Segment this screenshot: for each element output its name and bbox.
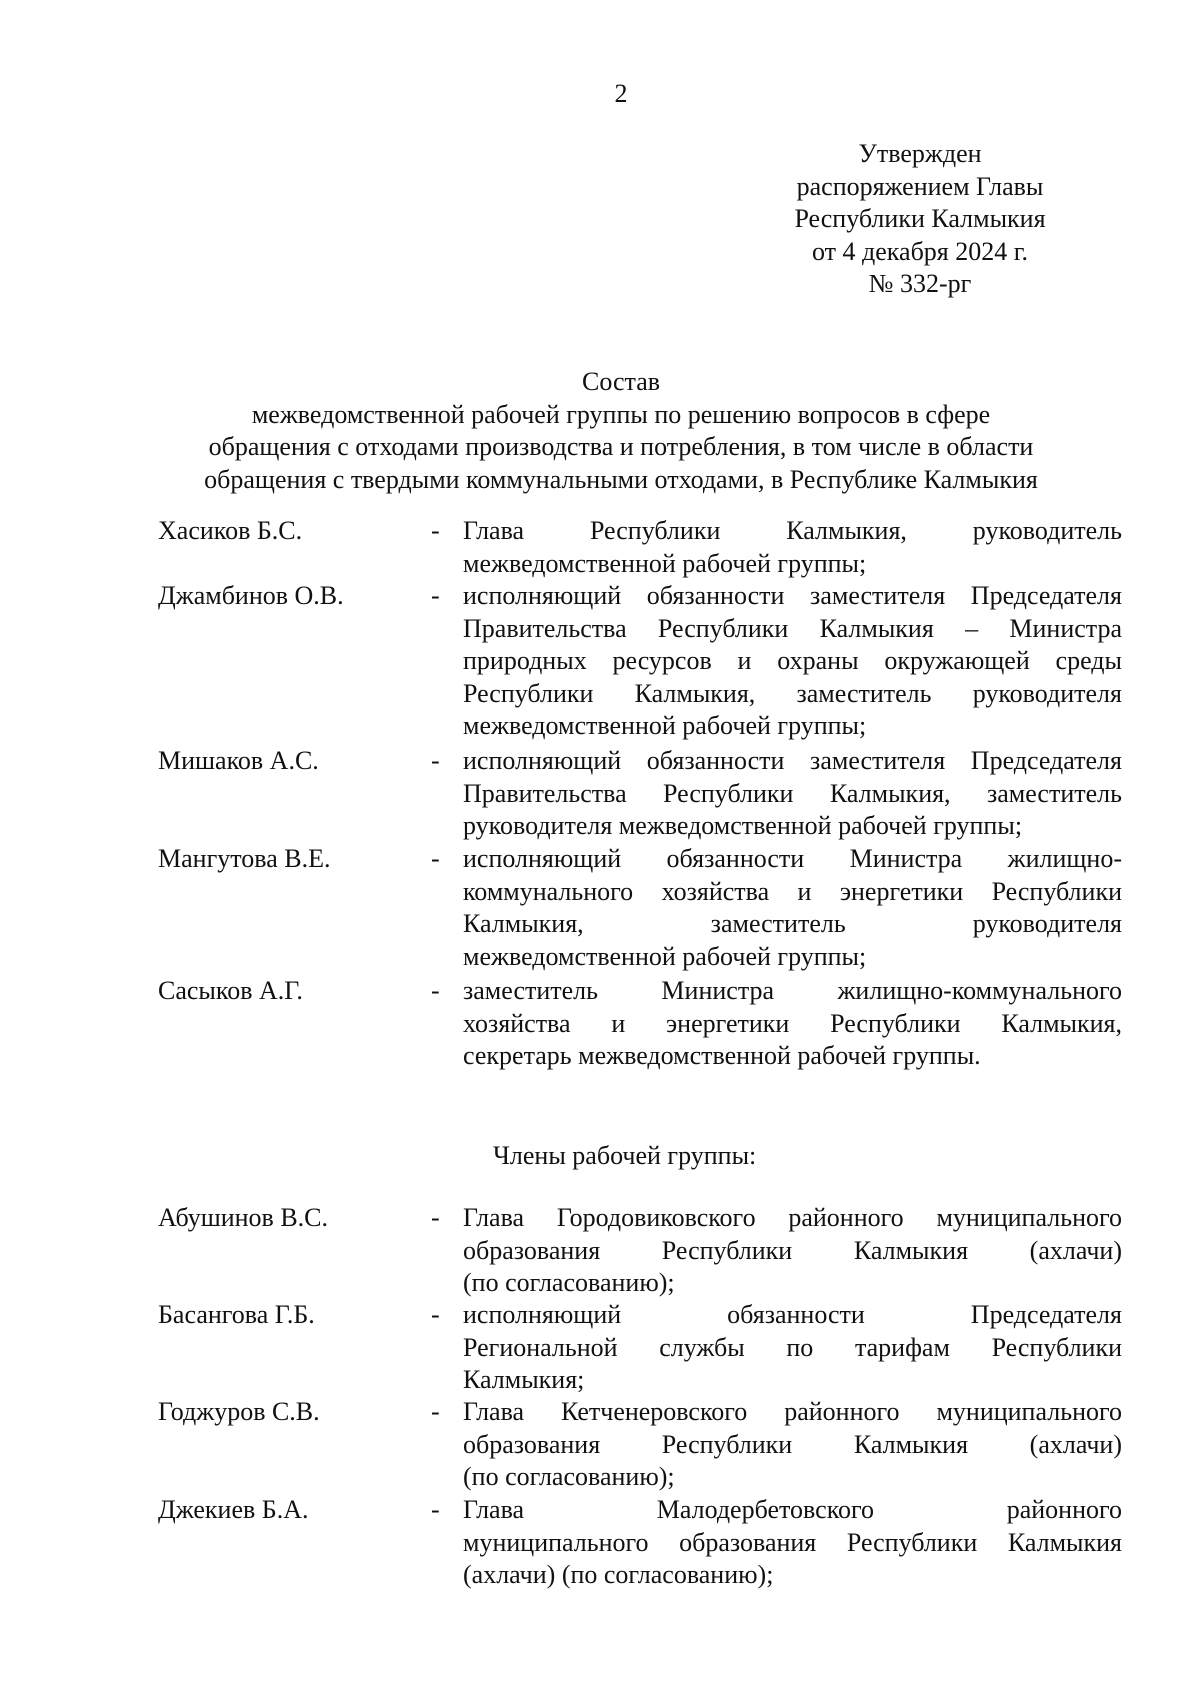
role-line: Правительства Республики Калмыкия, заместитель [463, 778, 1122, 808]
dash-separator: - [431, 844, 440, 873]
role-line: Глава Республики Калмыкия, руководитель [463, 516, 1122, 545]
dash-separator: - [431, 581, 440, 610]
member-name: Сасыков А.Г. [158, 976, 303, 1005]
role-line: (по согласованию); [463, 1268, 675, 1297]
member-role [463, 745, 1122, 843]
dash-separator: - [431, 1300, 440, 1329]
role-line: исполняющий обязанности Министра жилищно- [463, 844, 1122, 873]
member-name: Мишаков А.С. [158, 746, 319, 775]
approval-line: Утвержден [858, 139, 982, 168]
member-name: Басангова Г.Б. [158, 1300, 315, 1329]
role-line: Правительства Республики Калмыкия – Министра [463, 613, 1122, 643]
member-role [463, 515, 1122, 580]
role-line: Региональной службы по тарифам Республики [463, 1332, 1122, 1362]
role-line: секретарь межведомственной рабочей группы. [463, 1041, 981, 1070]
role-line: межведомственной рабочей группы; [463, 941, 867, 971]
role-line: Глава Малодербетовского районного [463, 1495, 1122, 1524]
dash-separator: - [431, 516, 440, 545]
title-line: межведомственной рабочей группы по решению вопросов в сфере [251, 399, 991, 429]
member-role [463, 975, 1122, 1073]
dash-separator: - [431, 1397, 440, 1426]
role-line: заместитель Министра жилищно-коммунального [463, 976, 1122, 1005]
dash-separator: - [431, 1203, 440, 1232]
members-heading: Члены рабочей группы: [493, 1141, 757, 1170]
approval-line: Республики Калмыкия [794, 204, 1046, 233]
dash-separator: - [431, 746, 440, 775]
member-name: Хасиков Б.С. [158, 516, 303, 545]
document-title [0, 366, 1200, 496]
approval-block [715, 138, 1125, 301]
title-line: Состав [581, 367, 661, 396]
member-role [463, 580, 1122, 743]
title-line: обращения с отходами производства и потребления, в том числе в области [208, 432, 1034, 461]
title-line: обращения с твердыми коммунальными отходами, в Республике Калмыкия [204, 464, 1038, 494]
role-line: образования Республики Калмыкия (ахлачи) [463, 1235, 1122, 1265]
role-line: коммунального хозяйства и энергетики Республики [463, 876, 1122, 906]
approval-line: от 4 декабря 2024 г. [812, 236, 1028, 266]
role-line: межведомственной рабочей группы; [463, 711, 867, 740]
member-role [463, 1494, 1122, 1592]
role-line: Калмыкия; [463, 1365, 585, 1394]
role-line: хозяйства и энергетики Республики Калмыкия, [463, 1008, 1122, 1038]
role-line: исполняющий обязанности Председателя [463, 1300, 1122, 1329]
role-line: Глава Кетченеровского районного муниципального [463, 1397, 1122, 1426]
role-line: Калмыкия, заместитель руководителя [463, 909, 1122, 938]
member-role [463, 1202, 1122, 1300]
role-line: руководителя межведомственной рабочей группы; [463, 811, 1023, 840]
member-name: Джамбинов О.В. [158, 581, 344, 610]
dash-separator: - [431, 1495, 440, 1524]
approval-line: № 332-рг [868, 269, 972, 298]
approval-line: распоряжением Главы [796, 171, 1044, 201]
role-line: межведомственной рабочей группы; [463, 548, 867, 578]
member-name: Мангутова В.Е. [158, 844, 331, 873]
member-name: Джекиев Б.А. [158, 1495, 309, 1524]
page-number: 2 [614, 79, 628, 108]
role-line: Глава Городовиковского районного муниципального [463, 1203, 1122, 1232]
role-line: (по согласованию); [463, 1462, 675, 1491]
role-line: муниципального образования Республики Калмыкия [463, 1527, 1122, 1557]
member-role [463, 1299, 1122, 1397]
role-line: исполняющий обязанности заместителя Председателя [463, 581, 1122, 610]
role-line: исполняющий обязанности заместителя Председателя [463, 746, 1122, 775]
member-name: Абушинов В.С. [158, 1203, 329, 1232]
role-line: Республики Калмыкия, заместитель руководителя [463, 678, 1122, 708]
member-role [463, 843, 1122, 973]
dash-separator: - [431, 976, 440, 1005]
member-role [463, 1396, 1122, 1494]
member-name: Годжуров С.В. [158, 1397, 320, 1426]
role-line: природных ресурсов и охраны окружающей среды [463, 646, 1122, 675]
role-line: образования Республики Калмыкия (ахлачи) [463, 1429, 1122, 1459]
role-line: (ахлачи) (по согласованию); [463, 1560, 774, 1589]
